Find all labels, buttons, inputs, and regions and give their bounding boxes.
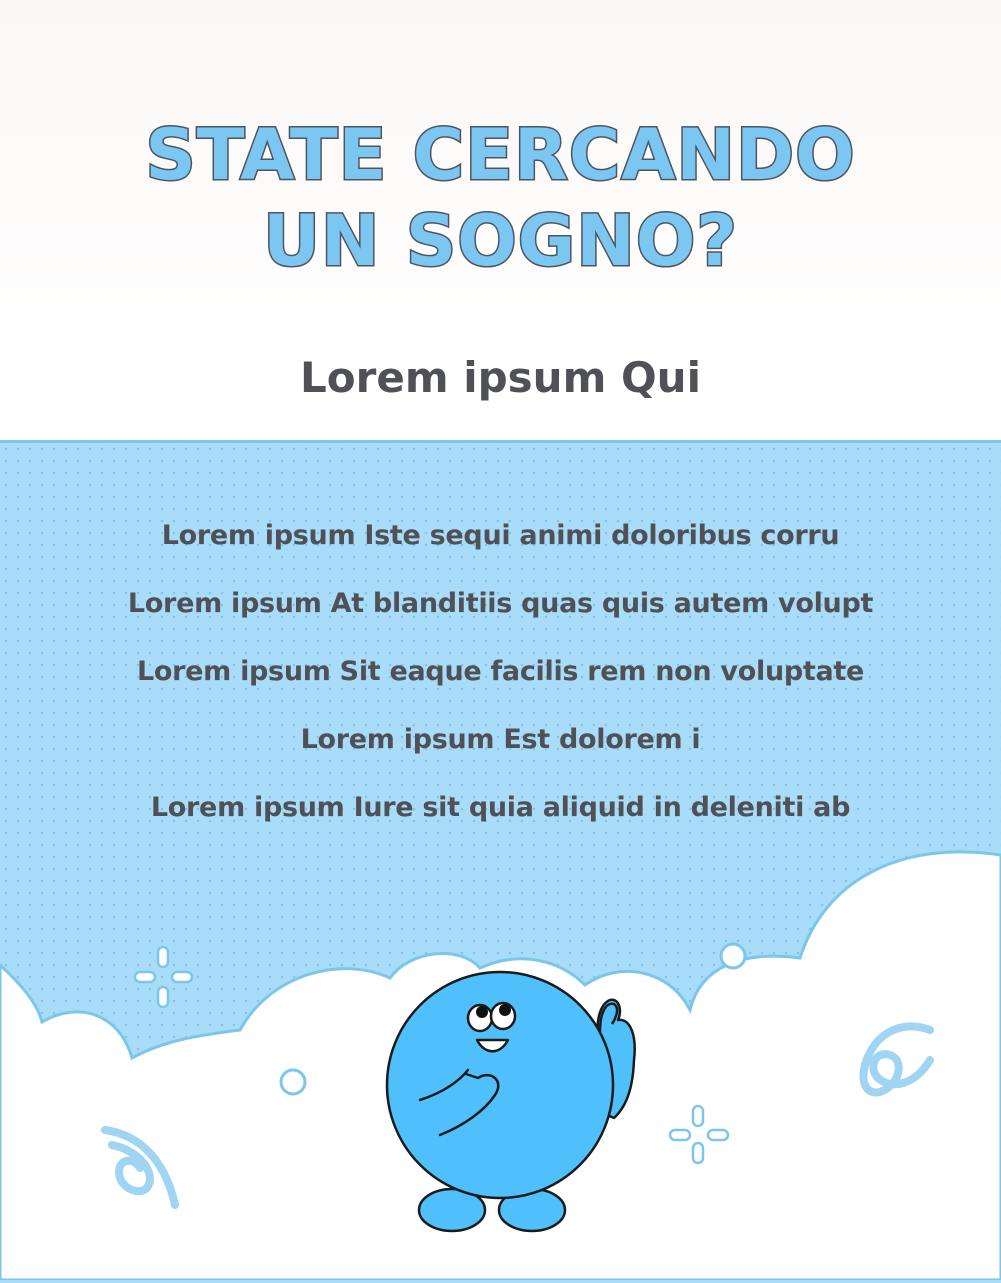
subtitle: Lorem ipsum Qui	[300, 353, 701, 402]
text-line-5: Lorem ipsum Iure sit quia aliquid in deleniti ab	[150, 792, 851, 823]
ring-icon	[281, 1070, 305, 1094]
text-line-4: Lorem ipsum Est dolorem i	[300, 724, 701, 755]
sparkle-icon	[135, 947, 192, 1007]
headline-line-1: STATE CERCANDO	[145, 114, 856, 196]
headline-line-2: UN SOGNO?	[263, 200, 738, 282]
text-line-2: Lorem ipsum At blanditiis quas quis autem volupt	[127, 588, 874, 619]
ring-icon	[721, 944, 745, 968]
text-line-1: Lorem ipsum Iste sequi animi doloribus corru	[161, 520, 840, 551]
text-line-3: Lorem ipsum Sit eaque facilis rem non voluptate	[136, 656, 865, 687]
